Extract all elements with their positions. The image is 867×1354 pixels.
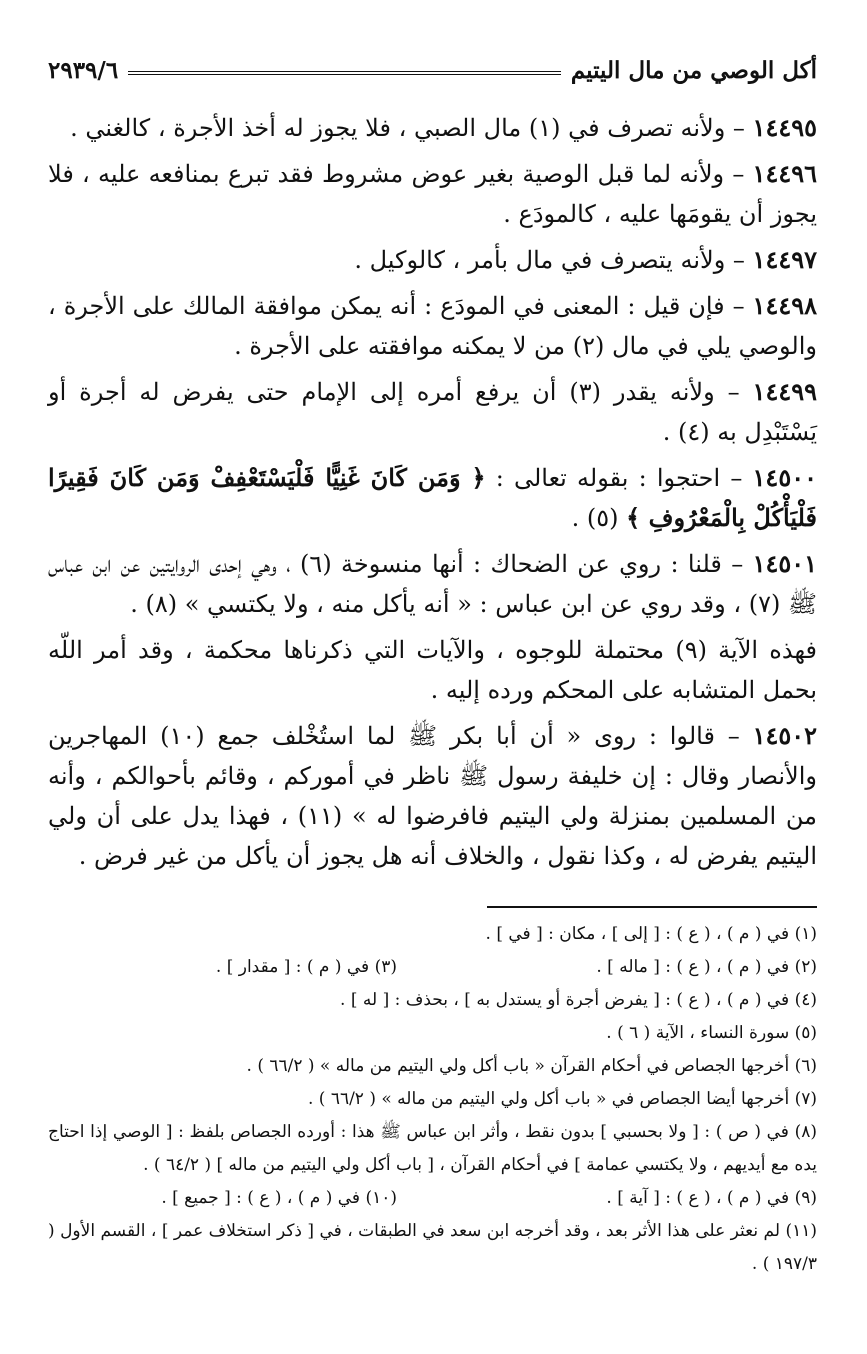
footnote-8: (٨) في ( ص ) : [ ولا بحسبي ] بدون نقط ، وأثر ابن عباس ﷺ هذا : أورده الجصاص بلفظ : [ الوصي إذا احتاج يده مع أيديهم ، ولا يكتسي عمامة ] في أحكام القرآن ، [ باب أكل ولي اليتيم من ماله ] ( ٦٤/٢ ) . (48, 1122, 817, 1175)
paragraph-14501 (48, 544, 817, 624)
footnote-3: (٣) في ( م ) : [ مقدار ] . (215, 957, 397, 977)
footnote-7: (٧) أخرجها أيضا الجصاص في « باب أكل ولي اليتيم من ماله » ( ٦٦/٢ ) . (307, 1089, 817, 1109)
paragraph-number: ١٤٥٠١ (752, 549, 818, 578)
paragraph-number: ١٤٤٩٥ (752, 113, 817, 142)
paragraph-text: فهذه الآية (٩) محتملة للوجوه ، والآيات التي ذكرناها محكمة ، وقد أمر اللّه بحمل المتشابه على المحكم ورده إليه . (48, 636, 817, 704)
footnote-2: (٢) في ( م ) ، ( ع ) : [ ماله ] . (596, 957, 817, 977)
quran-verse: ﴿ وَمَن كَانَ غَنِيًّا فَلْيَسْتَعْفِفْ وَمَن كَانَ فَقِيرًا فَلْيَأْكُلْ بِالْمَعْرُوفِ ﴾ (48, 463, 817, 532)
paragraph-14495 (48, 108, 817, 148)
paragraph-continuation (48, 630, 817, 710)
paragraph-number: ١٤٤٩٦ (752, 159, 817, 188)
paragraph-number: ١٤٤٩٩ (752, 377, 817, 406)
running-title: أكل الوصي من مال اليتيم (570, 56, 817, 84)
footnote-row (48, 1182, 817, 1215)
paragraph-text: – ولأنه تصرف في (١) مال الصبي ، فلا يجوز له أخذ الأجرة ، كالغني . (70, 114, 753, 142)
paragraph-14498 (48, 286, 817, 366)
footnote-row (48, 951, 817, 984)
paragraph-number: ١٤٤٩٧ (752, 245, 817, 274)
footnote-separator (487, 906, 817, 908)
footnote-10: (١٠) في ( م ) ، ( ع ) : [ جميع ] . (161, 1188, 397, 1208)
paragraph-text: – احتجوا : بقوله تعالى : (485, 464, 753, 492)
paragraph-number: ١٤٥٠٠ (752, 463, 817, 492)
footnote-1: (١) في ( م ) ، ( ع ) : [ إلى ] ، مكان : [ في ] . (485, 924, 817, 944)
paragraph-14497 (48, 240, 817, 280)
paragraph-14502 (48, 716, 817, 876)
main-text (48, 108, 817, 876)
page-number: ٢٩٣٩/٦ (48, 56, 119, 84)
paragraph-text: – ولأنه يتصرف في مال بأمر ، كالوكيل . (354, 246, 753, 274)
paragraph-text: – فإن قيل : المعنى في المودَع : أنه يمكن موافقة المالك على الأجرة ، والوصي يلي في مال (٢) من لا يمكنه موافقته على الأجرة . (48, 292, 817, 360)
paragraph-text: – قلنا : روي عن الضحاك : أنها منسوخة (٦) ، وهي إحدى الروايتين عن ابن عباس ﷺ (٧) ، وقد روي عن ابن عباس : « أنه يأكل منه ، ولا يكتسي » (٨) . (48, 550, 817, 618)
footnotes (48, 918, 817, 1281)
footnote-4: (٤) في ( م ) ، ( ع ) : [ يفرض أجرة أو يستدل به ] ، بحذف : [ له ] . (340, 990, 817, 1010)
page-header (48, 52, 817, 88)
footnote-5: (٥) سورة النساء ، الآية ( ٦ ) . (606, 1023, 817, 1043)
paragraph-number: ١٤٥٠٢ (752, 721, 818, 750)
paragraph-14500 (48, 458, 817, 538)
paragraph-number: ١٤٤٩٨ (752, 291, 817, 320)
paragraph-text: – قالوا : روى « أن أبا بكر ﷺ لما استُخْلف جمع (١٠) المهاجرين والأنصار وقال : إن خليفة رسول ﷺ ناظر في أموركم ، وقائم بأحوالكم ، وأنه من المسلمين بمنزلة ولي اليتيم فافرضوا له » (١١) ، فهذا يدل على أن ولي اليتيم يفرض له ، وكذا نقول ، والخلاف أنه هل يجوز أن يأكل من غير فرض . (48, 722, 818, 870)
paragraph-text-after: (٥) . (571, 504, 627, 532)
paragraph-text: – ولأنه يقدر (٣) أن يرفع أمره إلى الإمام حتى يفرض له أجرة أو يَسْتَبْدِل به (٤) . (48, 378, 817, 446)
footnote-6: (٦) أخرجها الجصاص في أحكام القرآن « باب أكل ولي اليتيم من ماله » ( ٦٦/٢ ) . (246, 1056, 817, 1076)
paragraph-14496 (48, 154, 817, 234)
footnote-11: (١١) لم نعثر على هذا الأثر بعد ، وقد أخرجه ابن سعد في الطبقات ، في [ ذكر استخلاف عمر ] ، القسم الأول ( ١٩٧/٣ ) . (48, 1221, 817, 1274)
paragraph-14499 (48, 372, 817, 452)
footnote-9: (٩) في ( م ) ، ( ع ) : [ آية ] . (606, 1188, 817, 1208)
header-rule (128, 71, 561, 75)
paragraph-text: – ولأنه لما قبل الوصية بغير عوض مشروط فقد تبرع بمنافعه عليه ، فلا يجوز أن يقومَها عليه ، كالمودَع . (48, 160, 817, 228)
